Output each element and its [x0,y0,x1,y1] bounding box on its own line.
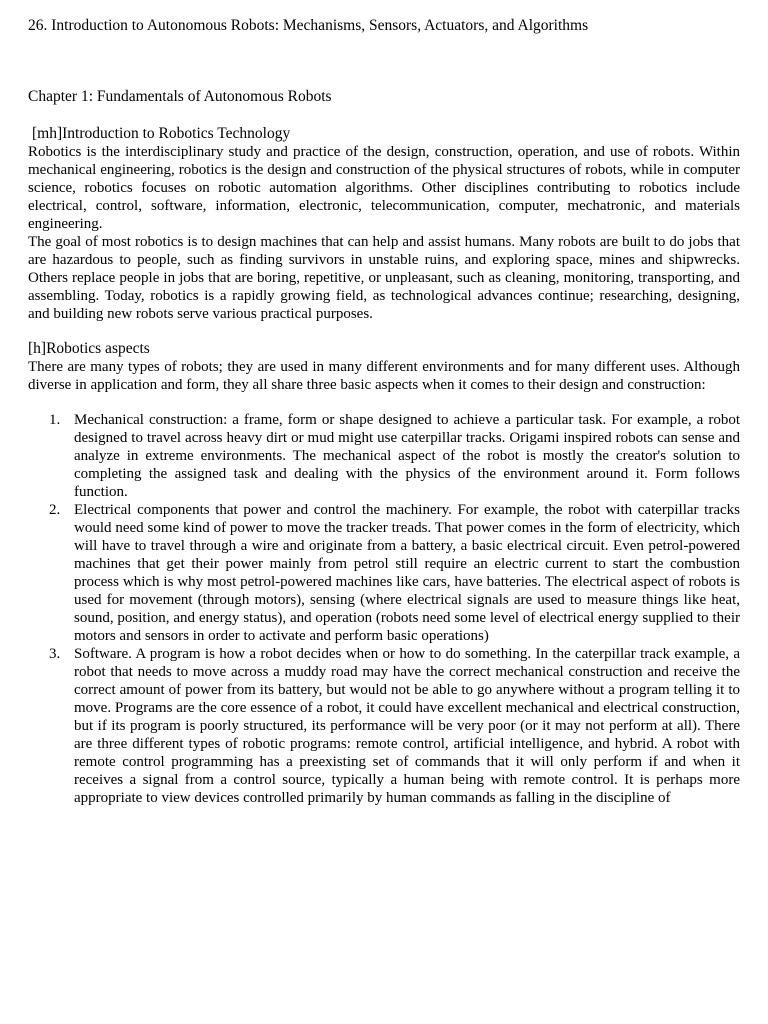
goal-paragraph: The goal of most robotics is to design machines that can help and assist humans. Many robots are built to do jobs that are hazardous to people, such as finding survivors in unstable ruins, and exploring space, mines and shipwrecks. Others replace people in jobs that are boring, repetitive, or unpleasant, such as cleaning, monitoring, transporting, and assembling. Today, robotics is a rapidly growing field, as technological advances continue; researching, designing, and building new robots serve various practical purposes. [28,234,740,322]
list-item-text: Electrical components that power and control the machinery. For example, the robot with caterpillar tracks would need some kind of power to move the tracker treads. That power comes in the form of electricity, which will have to travel through a wire and originate from a battery, a basic electrical circuit. Even petrol-powered machines that get their power mainly from petrol still require an electric current to start the combustion process which is why most petrol-powered machines like cars, have batteries. The electrical aspect of robots is used for movement (through motors), sensing (where electrical signals are used to measure things like heat, sound, position, and energy status), and operation (robots need some level of electrical energy supplied to their motors and sensors in order to activate and perform basic operations) [74,502,740,644]
list-item-text: Mechanical construction: a frame, form or shape designed to achieve a particular task. For example, a robot designed to travel across heavy dirt or mud might use caterpillar tracks. Origami inspired robots can sense and analyze in extreme environments. The mechanical aspect of the robot is mostly the creator's solution to completing the assigned task and dealing with the physics of the environment around it. Form follows function. [74,412,740,500]
document-title: 26. Introduction to Autonomous Robots: Mechanisms, Sensors, Actuators, and Algorithms [28,17,589,34]
chapter-heading: Chapter 1: Fundamentals of Autonomous Robots [28,88,332,105]
subsection-heading: [h]Robotics aspects [28,340,150,357]
list-item-number: 1. [49,412,61,428]
intro-paragraph: Robotics is the interdisciplinary study and practice of the design, construction, operation, and use of robots. Within mechanical engineering, robotics is the design and construction of the physical structures of robots, while in computer science, robotics focuses on robotic automation algorithms. Other disciplines contributing to robotics include electrical, control, software, information, electronic, telecommunication, computer, mechatronic, and materials engineering. [28,144,740,232]
aspects-list [28,411,740,807]
list-item-number: 2. [49,502,61,518]
document-page [28,17,740,807]
list-item-text: Software. A program is how a robot decides when or how to do something. In the caterpillar track example, a robot that needs to move across a muddy road may have the correct mechanical construction and receive the correct amount of power from its battery, but would not be able to go anywhere without a program telling it to move. Programs are the core essence of a robot, it could have excellent mechanical and electrical construction, but if its program is poorly structured, its performance will be very poor (or it may not perform at all). There are three different types of robotic programs: remote control, artificial intelligence, and hybrid. A robot with remote control programming has a preexisting set of commands that it will only perform if and when it receives a signal from a control source, typically a human being with remote control. It is perhaps more appropriate to view devices controlled primarily by human commands as falling in the discipline of [74,646,740,806]
list-item-number: 3. [49,646,61,662]
list-item-mechanical [28,411,740,501]
aspects-intro-paragraph: There are many types of robots; they are used in many different environments and for many different uses. Although diverse in application and form, they all share three basic aspects when it comes to their design and construction: [28,359,740,393]
list-item-electrical [28,501,740,645]
list-item-software [28,645,740,807]
section-heading: [mh]Introduction to Robotics Technology [32,125,291,142]
